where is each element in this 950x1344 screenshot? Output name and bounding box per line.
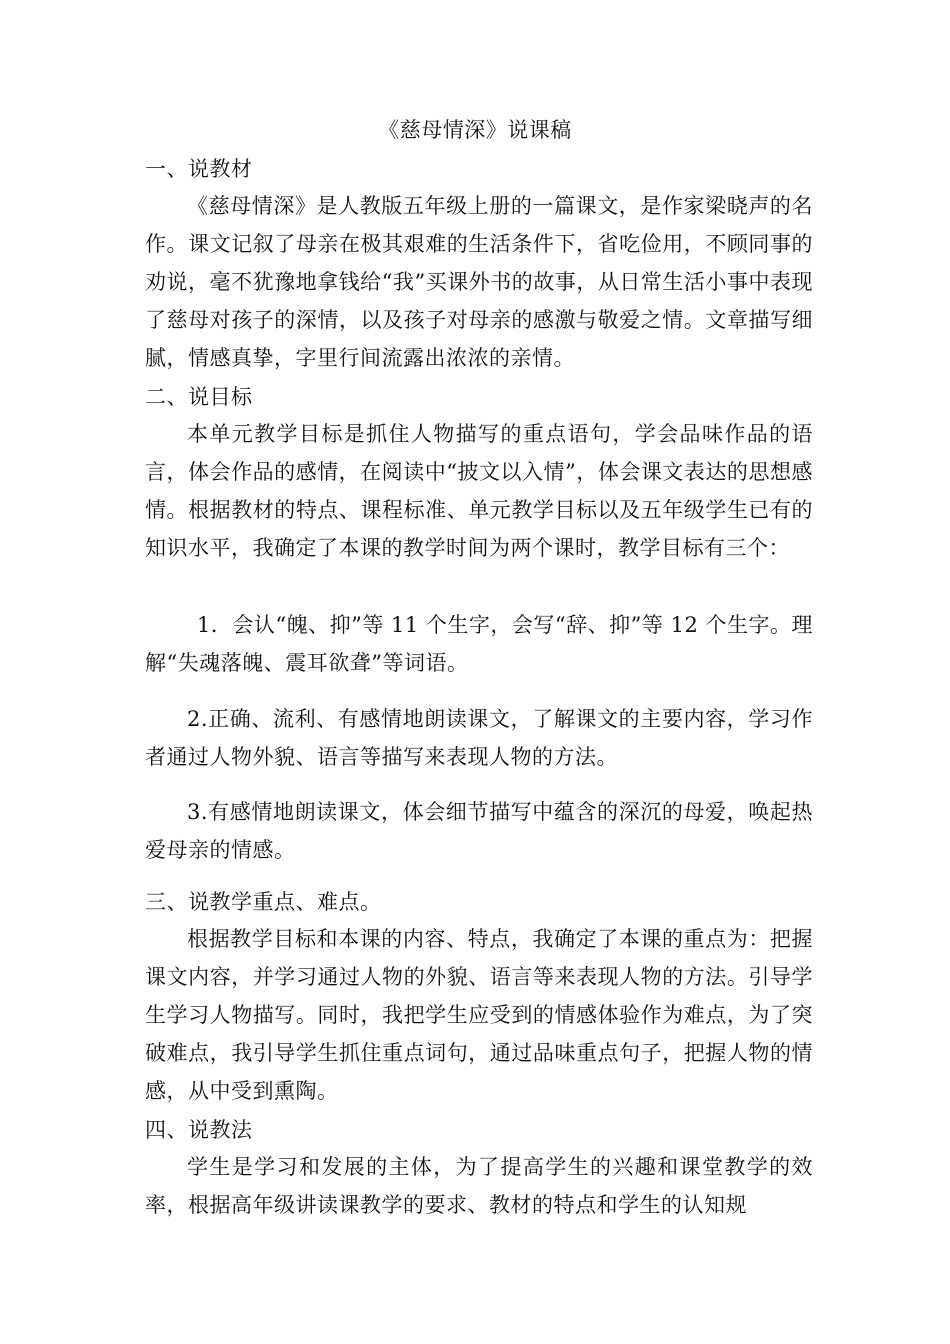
paragraph-goals-intro: 本单元教学目标是抓住人物描写的重点语句，学会品味作品的语言，体会作品的感情，在阅读中“披文以入情”，体会课文表达的思想感情。根据教材的特点、课程标准、单元教学目标以及五年级学生已有的知识水平，我确定了本课的教学时间为两个课时，教学目标有三个： <box>145 422 813 560</box>
paragraph-textbook: 《慈母情深》是人教版五年级上册的一篇课文，是作家梁晓声的名作。课文记叙了母亲在极其艰难的生活条件下，省吃俭用，不顾同事的劝说，毫不犹豫地拿钱给“我”买课外书的故事，从日常生活小事中表现了慈母对孩子的深情，以及孩子对母亲的感激与敬爱之情。文章描写细腻，情感真挚，字里行间流露出浓浓的亲情。 <box>145 194 813 370</box>
section-heading-goals: 二、说目标 <box>145 385 253 409</box>
section-heading-key-points: 三、说教学重点、难点。 <box>145 890 382 914</box>
goal-item-3: 3.有感情地朗读课文，体会细节描写中蕴含的深沉的母爱，唤起热爱母亲的情感。 <box>145 800 813 862</box>
goal-item-2: 2.正确、流利、有感情地朗读课文，了解课文的主要内容，学习作者通过人物外貌、语言等描写来表现人物的方法。 <box>145 707 813 769</box>
paragraph-key-points: 根据教学目标和本课的内容、特点，我确定了本课的重点为：把握课文内容，并学习通过人物的外貌、语言等来表现人物的方法。引导学生学习人物描写。同时，我把学生应受到的情感体验作为难点，为了突破难点，我引导学生抓住重点词句，通过品味重点句子，把握人物的情感，从中受到熏陶。 <box>145 927 813 1103</box>
document-title: 《慈母情深》说课稿 <box>378 118 572 142</box>
paragraph-methods: 学生是学习和发展的主体，为了提高学生的兴趣和课堂教学的效率，根据高年级讲读课教学的要求、教材的特点和学生的认知规 <box>145 1155 813 1217</box>
section-heading-textbook: 一、说教材 <box>145 157 253 181</box>
goal-item-1: 1．会认“魄、抑”等 11 个生字，会写“辞、抑”等 12 个生字。理解“失魂落魄、震耳欲聋”等词语。 <box>145 613 813 675</box>
section-heading-methods: 四、说教法 <box>145 1118 253 1142</box>
